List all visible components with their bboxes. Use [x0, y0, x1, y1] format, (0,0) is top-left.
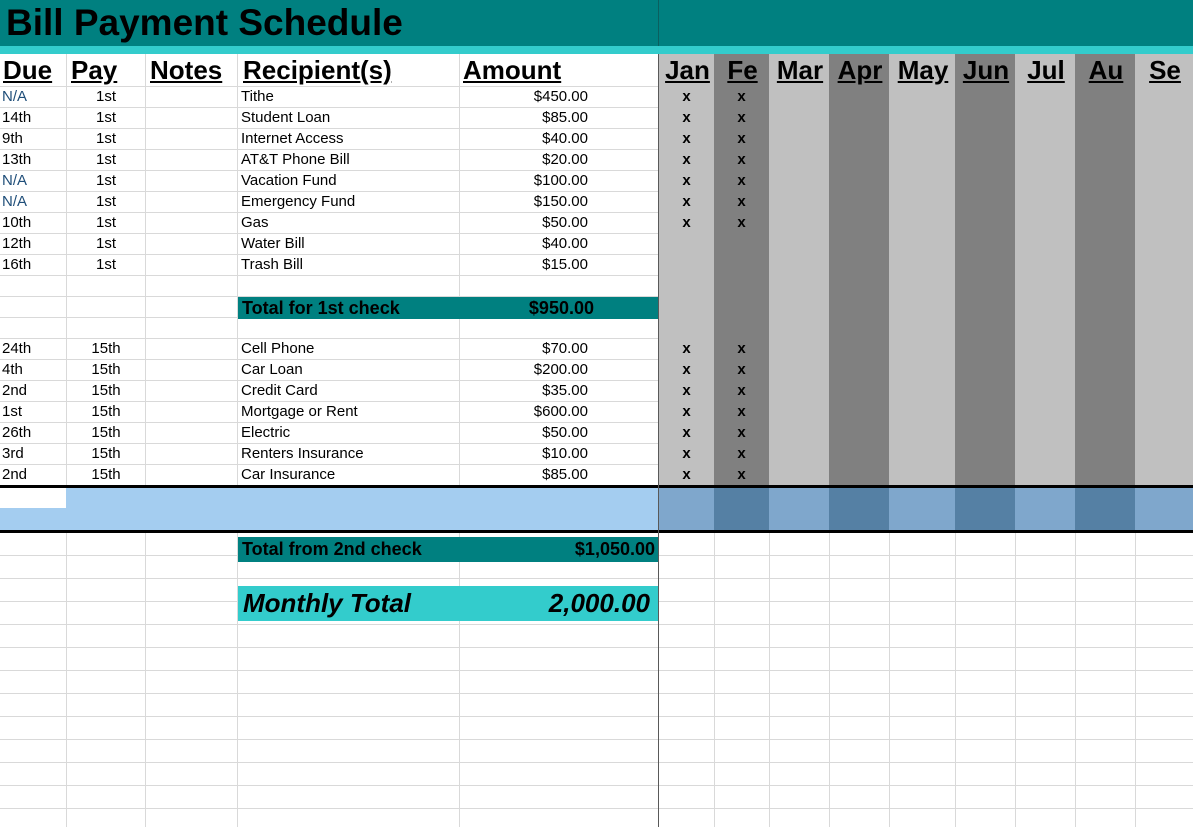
check2-row-pay[interactable]: 15th — [91, 445, 121, 462]
check2-row-recipient[interactable]: Car Loan — [241, 361, 303, 378]
check2-row-amount[interactable]: $35.00 — [542, 382, 588, 399]
check1-row-due[interactable]: 12th — [2, 235, 32, 252]
check2-row-due[interactable]: 3rd — [2, 445, 24, 462]
check1-row-recipient[interactable]: Water Bill — [241, 235, 305, 252]
band-month-cell — [714, 488, 769, 530]
check2-row-amount[interactable]: $50.00 — [542, 424, 588, 441]
check1-row-amount[interactable]: $50.00 — [542, 214, 588, 231]
column-gridline — [1135, 533, 1136, 827]
check2-row-pay[interactable]: 15th — [91, 403, 121, 420]
check2-row-pay[interactable]: 15th — [91, 340, 121, 357]
check2-row-due[interactable]: 2nd — [2, 466, 28, 483]
month-column-bg — [889, 54, 955, 485]
check1-row-due[interactable]: 10th — [2, 214, 32, 231]
column-gridline — [714, 533, 715, 827]
check1-row-due[interactable]: 9th — [2, 130, 23, 147]
check2-row-recipient[interactable]: Cell Phone — [241, 340, 315, 357]
column-gridline — [1075, 533, 1076, 827]
column-gridline — [237, 54, 238, 827]
month-column-bg — [829, 54, 889, 485]
check1-row-recipient[interactable]: AT&T Phone Bill — [241, 151, 350, 168]
band-month-cell — [769, 488, 829, 530]
check1-row-recipient[interactable]: Vacation Fund — [241, 172, 337, 189]
band-month-cell — [659, 488, 714, 530]
monthly-total-label: Monthly Total — [243, 588, 412, 618]
check2-row-paid-mark[interactable]: x — [737, 445, 746, 462]
check1-row-pay[interactable]: 1st — [95, 109, 116, 126]
check2-row-due[interactable]: 26th — [2, 424, 32, 441]
check2-row-pay[interactable]: 15th — [91, 424, 121, 441]
band-cell — [0, 508, 659, 530]
total-1st-check-value: $950.00 — [528, 298, 594, 318]
check2-row-recipient[interactable]: Electric — [241, 424, 291, 441]
check1-row-paid-mark[interactable]: x — [737, 193, 746, 210]
check2-row-amount[interactable]: $200.00 — [533, 361, 588, 378]
check1-row-due[interactable]: 16th — [2, 256, 32, 273]
header-month-3[interactable]: Mar — [776, 55, 824, 85]
check1-row-due[interactable]: 14th — [2, 109, 32, 126]
check2-row-pay[interactable]: 15th — [91, 361, 121, 378]
band-month-cell — [889, 488, 955, 530]
check1-row-due[interactable]: N/A — [2, 193, 28, 210]
check2-row-amount[interactable]: $10.00 — [542, 445, 588, 462]
check1-row-paid-mark[interactable]: x — [737, 130, 746, 147]
check1-row-paid-mark[interactable]: x — [737, 172, 746, 189]
column-gridline — [1015, 533, 1016, 827]
check2-row-pay[interactable]: 15th — [91, 466, 121, 483]
check2-row-paid-mark[interactable]: x — [737, 466, 746, 483]
total-1st-check-label: Total for 1st check — [242, 298, 400, 318]
check1-row-recipient[interactable]: Internet Access — [241, 130, 344, 147]
month-column-bg — [1075, 54, 1135, 485]
check1-row-amount[interactable]: $15.00 — [542, 256, 588, 273]
check2-row-paid-mark[interactable]: x — [682, 445, 691, 462]
header-pay[interactable]: Pay — [71, 55, 118, 85]
column-gridline — [829, 533, 830, 827]
check2-row-paid-mark[interactable]: x — [737, 340, 746, 357]
column-gridline — [889, 533, 890, 827]
month-column-bg — [1015, 54, 1075, 485]
total-2nd-check-label: Total from 2nd check — [242, 539, 422, 559]
check1-row-paid-mark[interactable]: x — [737, 151, 746, 168]
check2-row-recipient[interactable]: Car Insurance — [241, 466, 336, 483]
check1-row-pay[interactable]: 1st — [95, 256, 116, 273]
check1-row-amount[interactable]: $150.00 — [533, 193, 588, 210]
check1-row-amount[interactable]: $100.00 — [533, 172, 588, 189]
header-month-6[interactable]: Jun — [962, 55, 1010, 85]
column-gridline — [145, 54, 146, 827]
check1-row-due[interactable]: 13th — [2, 151, 32, 168]
header-month-2[interactable]: Fe — [727, 55, 758, 85]
band-bottom-border — [0, 530, 1193, 533]
check2-row-due[interactable]: 2nd — [2, 382, 28, 399]
check2-row-amount[interactable]: $85.00 — [542, 466, 588, 483]
total-2nd-check-value: $1,050.00 — [574, 539, 655, 559]
header-amount[interactable]: Amount — [463, 55, 562, 85]
month-column-bg — [955, 54, 1015, 485]
check2-row-paid-mark[interactable]: x — [682, 340, 691, 357]
check1-row-paid-mark[interactable]: x — [682, 151, 691, 168]
check1-row-pay[interactable]: 1st — [95, 151, 116, 168]
check2-row-paid-mark[interactable]: x — [682, 466, 691, 483]
header-month-8[interactable]: Au — [1088, 55, 1124, 85]
sheet-title: Bill Payment Schedule — [6, 2, 403, 43]
header-month-9[interactable]: Se — [1149, 55, 1181, 85]
header-notes[interactable]: Notes — [150, 55, 223, 85]
check2-row-paid-mark[interactable]: x — [737, 382, 746, 399]
check2-row-paid-mark[interactable]: x — [682, 424, 691, 441]
check1-row-recipient[interactable]: Student Loan — [241, 109, 331, 126]
check1-row-amount[interactable]: $20.00 — [542, 151, 588, 168]
check1-row-paid-mark[interactable]: x — [682, 172, 691, 189]
title-underline-strip — [0, 46, 1193, 54]
monthly-total-value: 2,000.00 — [548, 588, 650, 618]
title-divider — [658, 0, 659, 46]
check1-row-pay[interactable]: 1st — [95, 235, 116, 252]
check2-row-paid-mark[interactable]: x — [737, 403, 746, 420]
check1-row-recipient[interactable]: Emergency Fund — [241, 193, 356, 210]
check2-row-amount[interactable]: $70.00 — [542, 340, 588, 357]
check2-row-recipient[interactable]: Mortgage or Rent — [241, 403, 358, 420]
header-month-7[interactable]: Jul — [1027, 55, 1065, 85]
check1-row-pay[interactable]: 1st — [95, 130, 116, 147]
check1-row-recipient[interactable]: Trash Bill — [241, 256, 303, 273]
band-month-cell — [1075, 488, 1135, 530]
band-month-cell — [1135, 488, 1193, 530]
check2-row-pay[interactable]: 15th — [91, 382, 121, 399]
check1-row-pay[interactable]: 1st — [95, 172, 116, 189]
check2-row-paid-mark[interactable]: x — [682, 382, 691, 399]
check2-row-due[interactable]: 1st — [2, 403, 23, 420]
check1-row-paid-mark[interactable]: x — [682, 109, 691, 126]
check2-row-due[interactable]: 4th — [2, 361, 23, 378]
check1-row-paid-mark[interactable]: x — [737, 88, 746, 105]
row-gridline — [0, 275, 659, 276]
check1-row-paid-mark[interactable]: x — [737, 214, 746, 231]
column-gridline — [955, 533, 956, 827]
check1-row-paid-mark[interactable]: x — [737, 109, 746, 126]
header-due[interactable]: Due — [3, 55, 53, 85]
month-column-bg — [1135, 54, 1193, 485]
band-month-cell — [1015, 488, 1075, 530]
check1-row-amount[interactable]: $450.00 — [533, 88, 588, 105]
check2-row-paid-mark[interactable]: x — [737, 424, 746, 441]
check2-row-due[interactable]: 24th — [2, 340, 32, 357]
check2-row-paid-mark[interactable]: x — [682, 403, 691, 420]
check2-row-paid-mark[interactable]: x — [737, 361, 746, 378]
check1-row-paid-mark[interactable]: x — [682, 193, 691, 210]
header-month-4[interactable]: Apr — [837, 55, 883, 85]
check2-row-recipient[interactable]: Renters Insurance — [241, 445, 364, 462]
check1-row-recipient[interactable]: Tithe — [241, 88, 274, 105]
check1-row-paid-mark[interactable]: x — [682, 88, 691, 105]
check1-row-due[interactable]: N/A — [2, 172, 28, 189]
check2-row-recipient[interactable]: Credit Card — [241, 382, 318, 399]
month-column-bg — [769, 54, 829, 485]
check1-row-paid-mark[interactable]: x — [682, 214, 691, 231]
band-cell — [0, 488, 66, 508]
band-cell — [66, 488, 659, 508]
check1-row-pay[interactable]: 1st — [95, 193, 116, 210]
header-recipient[interactable]: Recipient(s) — [243, 55, 392, 85]
check2-row-amount[interactable]: $600.00 — [533, 403, 588, 420]
check1-row-pay[interactable]: 1st — [95, 214, 116, 231]
freeze-pane-divider — [658, 54, 659, 827]
check2-row-paid-mark[interactable]: x — [682, 361, 691, 378]
header-month-5[interactable]: May — [897, 55, 949, 85]
band-month-cell — [955, 488, 1015, 530]
header-month-1[interactable]: Jan — [665, 55, 710, 85]
check1-row-amount[interactable]: $85.00 — [542, 109, 588, 126]
check1-row-pay[interactable]: 1st — [95, 88, 116, 105]
check1-row-due[interactable]: N/A — [2, 88, 28, 105]
band-month-cell — [829, 488, 889, 530]
check1-row-amount[interactable]: $40.00 — [542, 235, 588, 252]
check1-row-amount[interactable]: $40.00 — [542, 130, 588, 147]
check1-row-paid-mark[interactable]: x — [682, 130, 691, 147]
check1-row-recipient[interactable]: Gas — [241, 214, 269, 231]
column-gridline — [769, 533, 770, 827]
